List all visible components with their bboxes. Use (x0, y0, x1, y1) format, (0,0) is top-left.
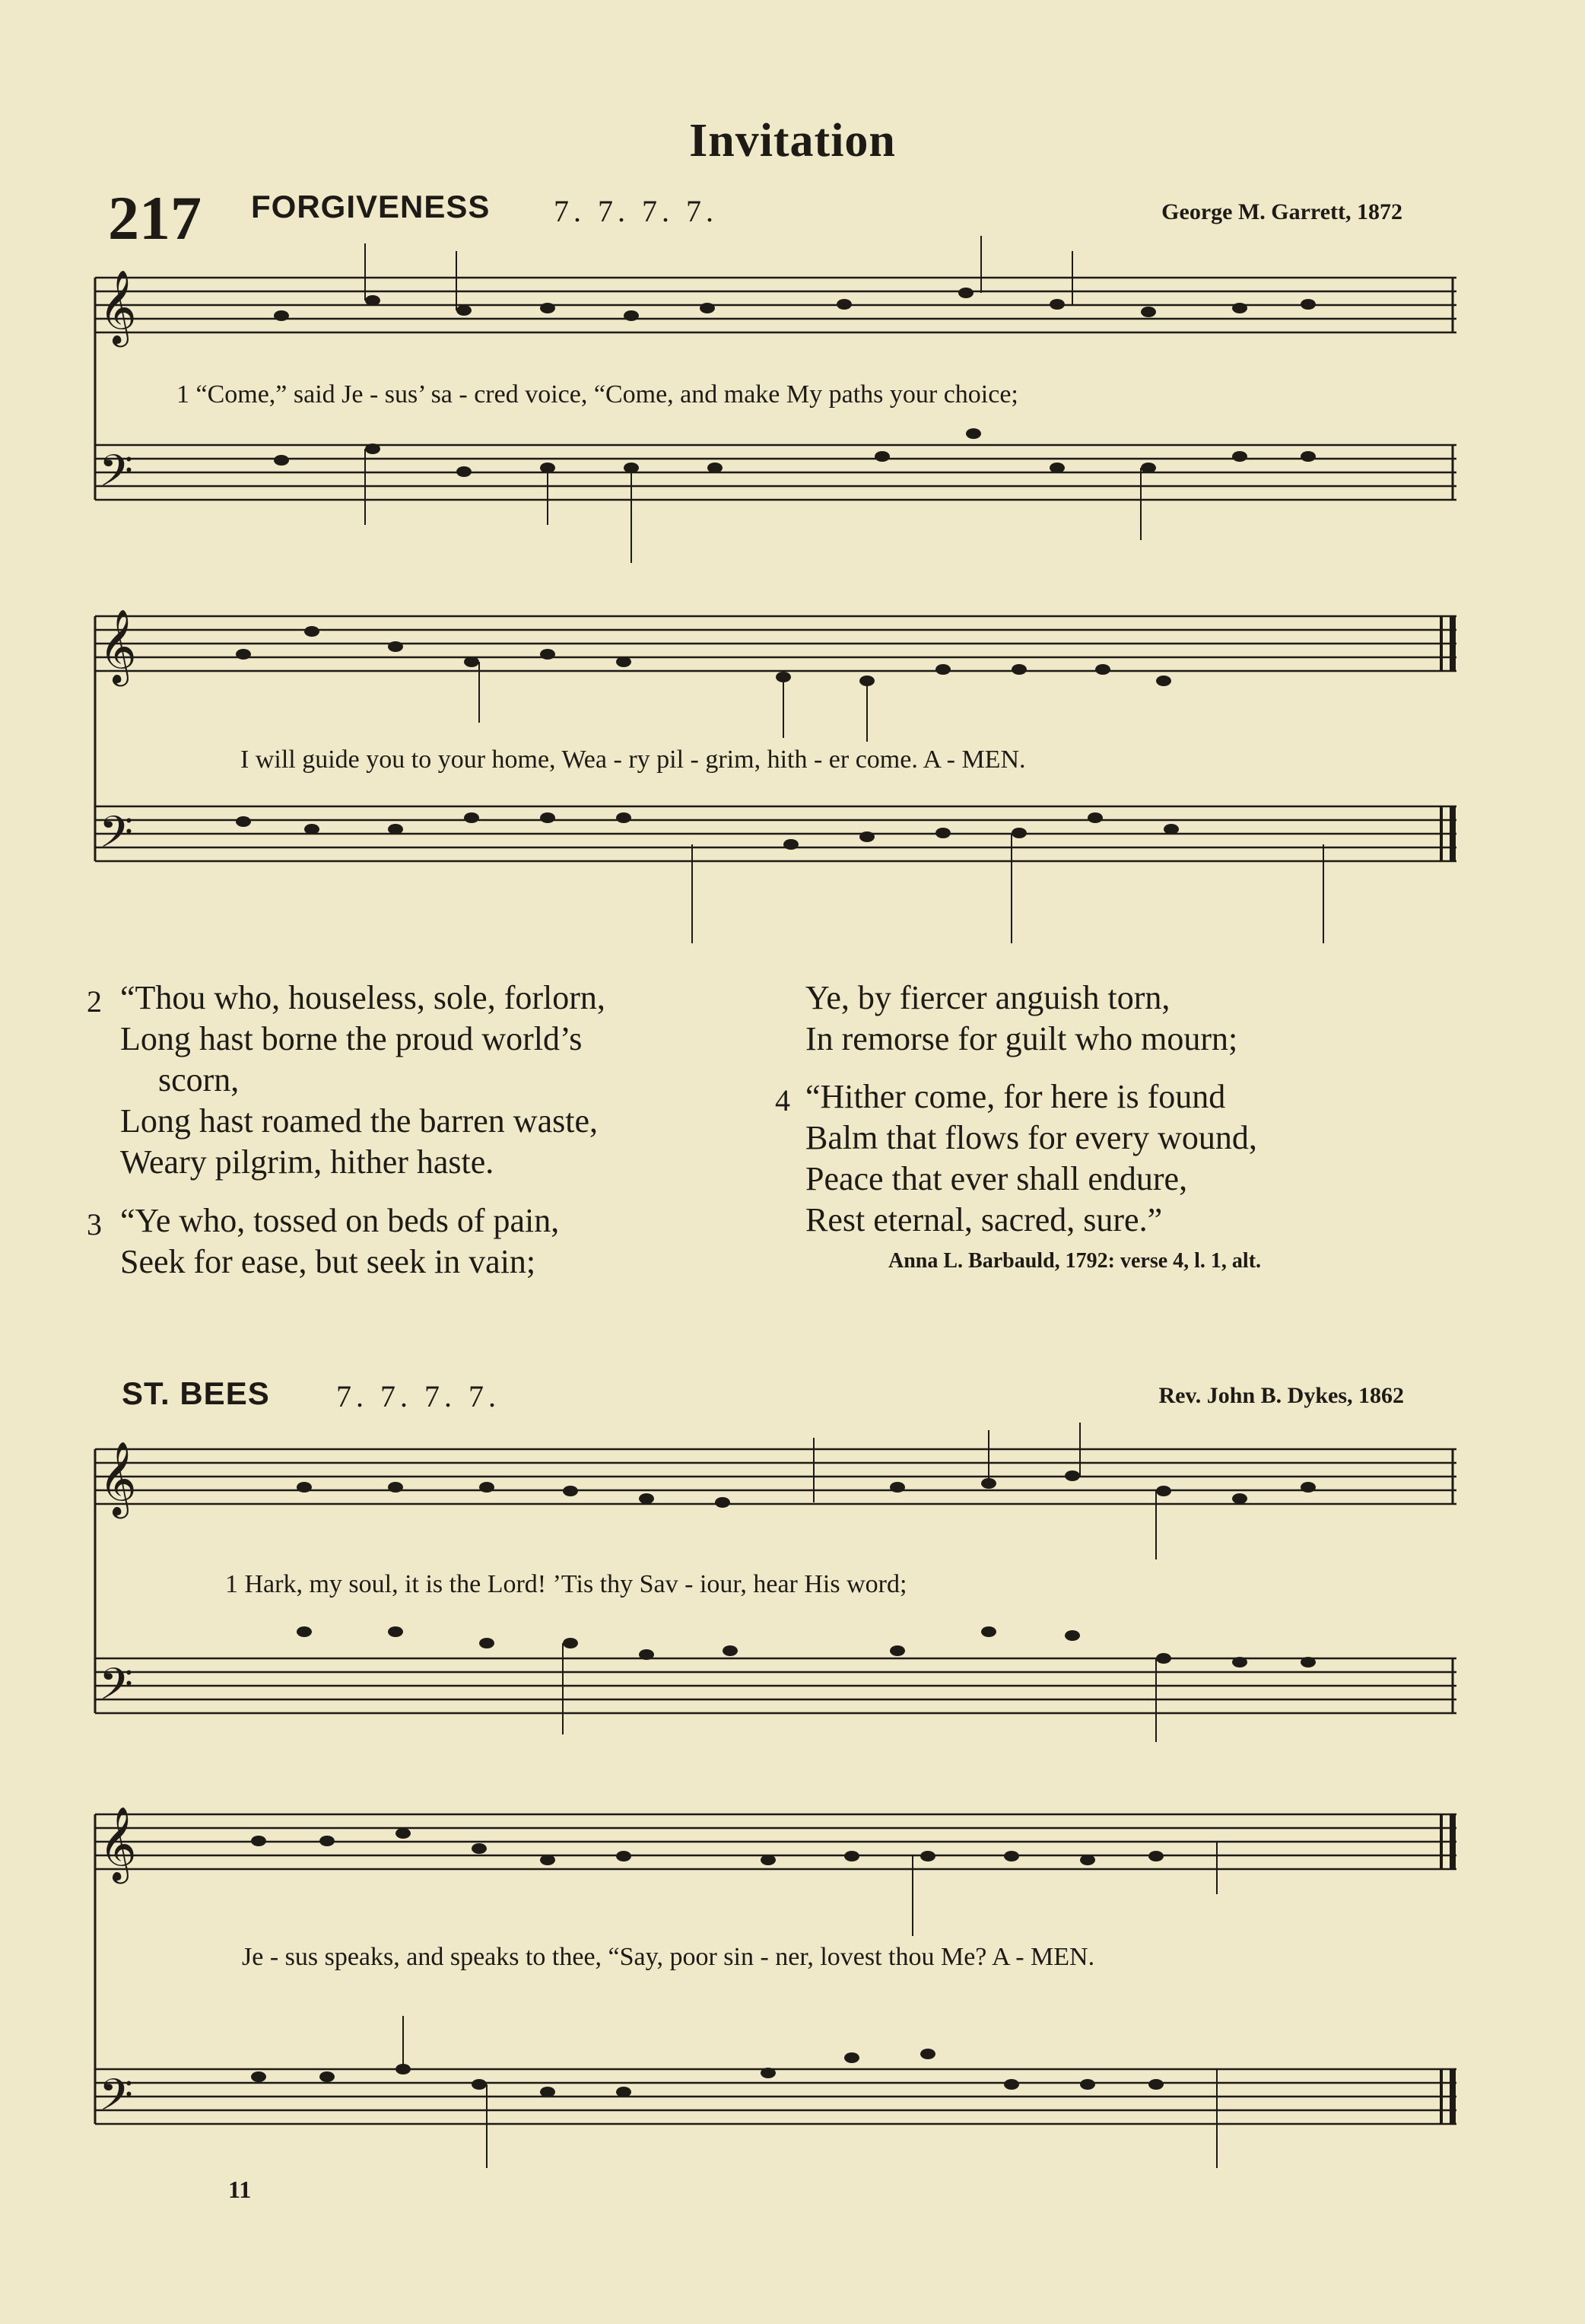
treble-clef-icon: 𝄞 (99, 612, 137, 682)
hymn-number: 217 (108, 183, 202, 253)
composer-1: George M. Garrett, 1872 (1161, 199, 1402, 224)
verses-left-column (87, 978, 771, 1292)
verse-4 (772, 1076, 1456, 1244)
lyrics-forgiveness-line-1: 1 “Come,” said Je - sus’ sa - cred voice, “Come, and make My paths your choice; (176, 380, 1018, 409)
bass-clef-icon: 𝄢 (99, 809, 134, 868)
verse-line: Weary pilgrim, hither haste. (120, 1143, 494, 1181)
tune-meter-2: 7. 7. 7. 7. (336, 1379, 500, 1413)
verses-right-column (772, 978, 1456, 1244)
verse-2-continued (772, 978, 1456, 1076)
verse-line: “Hither come, for here is found (805, 1078, 1226, 1115)
bass-clef-icon: 𝄢 (99, 448, 134, 507)
system-2 (95, 611, 1456, 943)
composer-2: Rev. John B. Dykes, 1862 (1158, 1383, 1404, 1408)
text-credit: Anna L. Barbauld, 1792: verse 4, l. 1, alt. (888, 1249, 1262, 1273)
lyrics-forgiveness-line-2: I will guide you to your home, Wea - ry pil - grim, hith - er come. A - MEN. (240, 746, 1026, 774)
lyrics-st-bees-line-2: Je - sus speaks, and speaks to thee, “Say, poor sin - ner, lovest thou Me? A - MEN. (242, 1943, 1095, 1971)
verse-line: Ye, by fiercer anguish torn, (805, 979, 1170, 1016)
verse-line: In remorse for guilt who mourn; (805, 1020, 1238, 1057)
verse-3 (87, 1200, 771, 1292)
bass-clef-icon: 𝄢 (99, 1661, 134, 1720)
tune-name-forgiveness: FORGIVENESS (251, 189, 491, 224)
verse-number: 4 (775, 1083, 790, 1117)
verse-number: 2 (87, 984, 102, 1019)
verse-2 (87, 978, 771, 1187)
verse-line: scorn, (158, 1061, 240, 1098)
verse-line: Long hast borne the proud world’s (120, 1020, 583, 1057)
treble-clef-icon: 𝄞 (99, 1444, 137, 1515)
verse-line: Balm that flows for every wound, (805, 1119, 1257, 1156)
verse-line: “Thou who, houseless, sole, forlorn, (120, 979, 605, 1016)
verse-line: Seek for ease, but seek in vain; (120, 1243, 536, 1280)
treble-clef-icon: 𝄞 (99, 272, 137, 343)
tune-name-st-bees: ST. BEES (122, 1375, 270, 1411)
lyrics-st-bees-line-1: 1 Hark, my soul, it is the Lord! ’Tis thy Sav - iour, hear His word; (225, 1570, 907, 1598)
verse-line: Long hast roamed the barren waste, (120, 1102, 598, 1140)
tune-meter-1: 7. 7. 7. 7. (554, 194, 718, 228)
verse-line: Rest eternal, sacred, sure.” (805, 1201, 1163, 1238)
bass-clef-icon: 𝄢 (99, 2072, 134, 2131)
section-title: Invitation (689, 115, 896, 167)
system-4 (95, 1808, 1456, 2168)
page-number: 11 (228, 2176, 252, 2203)
verse-number: 3 (87, 1207, 102, 1241)
verse-line: Peace that ever shall endure, (805, 1160, 1188, 1197)
verse-line: “Ye who, tossed on beds of pain, (120, 1202, 560, 1239)
treble-clef-icon: 𝄞 (99, 1809, 137, 1880)
